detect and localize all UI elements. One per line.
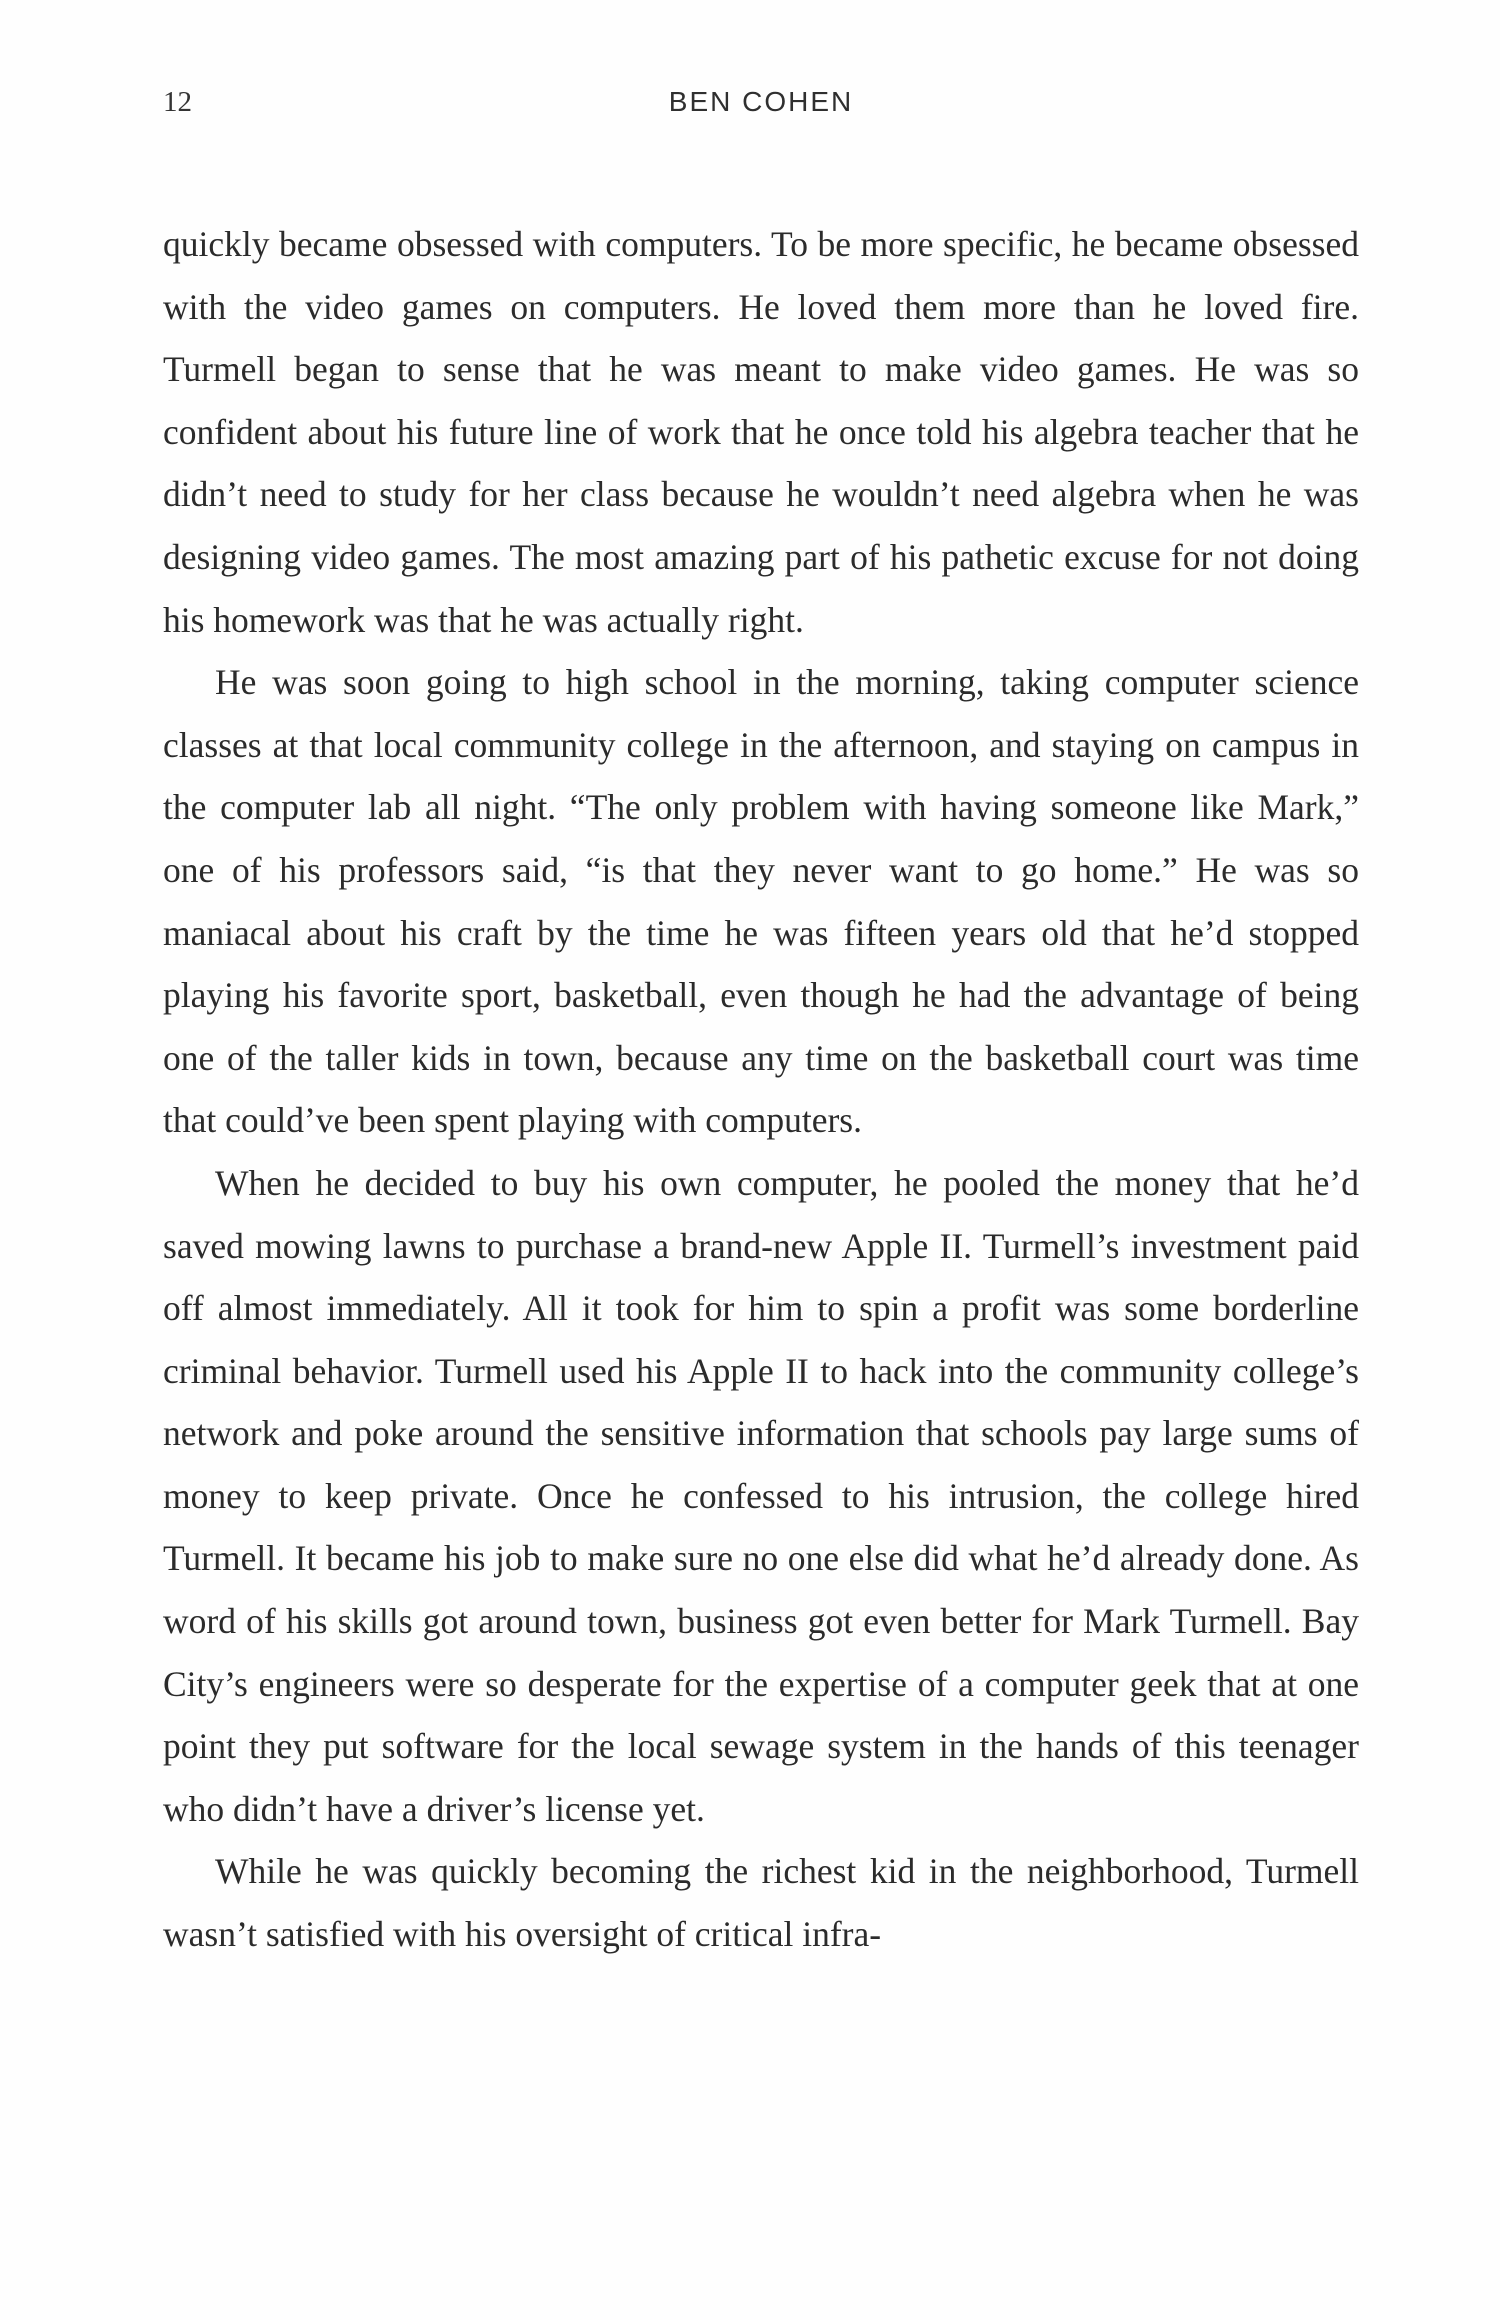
paragraph-3: When he decided to buy his own computer, he pooled the money that he’d saved mowing lawns to purchase a brand-new Apple II. Turmell’s investment paid off almost immediately. All it took for him to spin a profit was some borderline criminal behavior. Turmell used his Apple II to hack into the community college’s network and poke around the sensitive information that schools pay large sums of money to keep private. Once he confessed to his intrusion, the college hired Turmell. It became his job to make sure no one else did what he’d already done. As word of his skills got around town, business got even better for Mark Turmell. Bay City’s engineers were so desperate for the expertise of a computer geek that at one point they put software for the local sewage system in the hands of this teenager who didn’t have a driver’s license yet. [163,1162,1359,1829]
page-number: 12 [163,86,192,118]
paragraph-1: quickly became obsessed with computers. To be more specific, he became obsessed with the video games on computers. He loved them more than he loved fire. Turmell began to sense that he was meant to make video games. He was so confident about his future line of work that he once told his algebra teacher that he didn’t need to study for her class because he wouldn’t need algebra when he was designing video games. The most amazing part of his pathetic excuse for not doing his homework was that he was actually right. [163,224,1359,640]
running-head-author: BEN COHEN [668,86,854,117]
running-head [163,86,1359,126]
paragraph-4: While he was quickly becoming the richest kid in the neighborhood, Turmell wasn’t satisfied with his oversight of critical infra- [163,1851,1359,1955]
body-text [163,213,1359,1966]
paragraph-2: He was soon going to high school in the morning, taking computer science classes at that local community college in the afternoon, and staying on campus in the computer lab all night. “The only problem with having someone like Mark,” one of his professors said, “is that they never want to go home.” He was so maniacal about his craft by the time he was fifteen years old that he’d stopped playing his favorite sport, basketball, even though he had the advantage of being one of the taller kids in town, because any time on the basketball court was time that could’ve been spent playing with computers. [163,662,1359,1141]
